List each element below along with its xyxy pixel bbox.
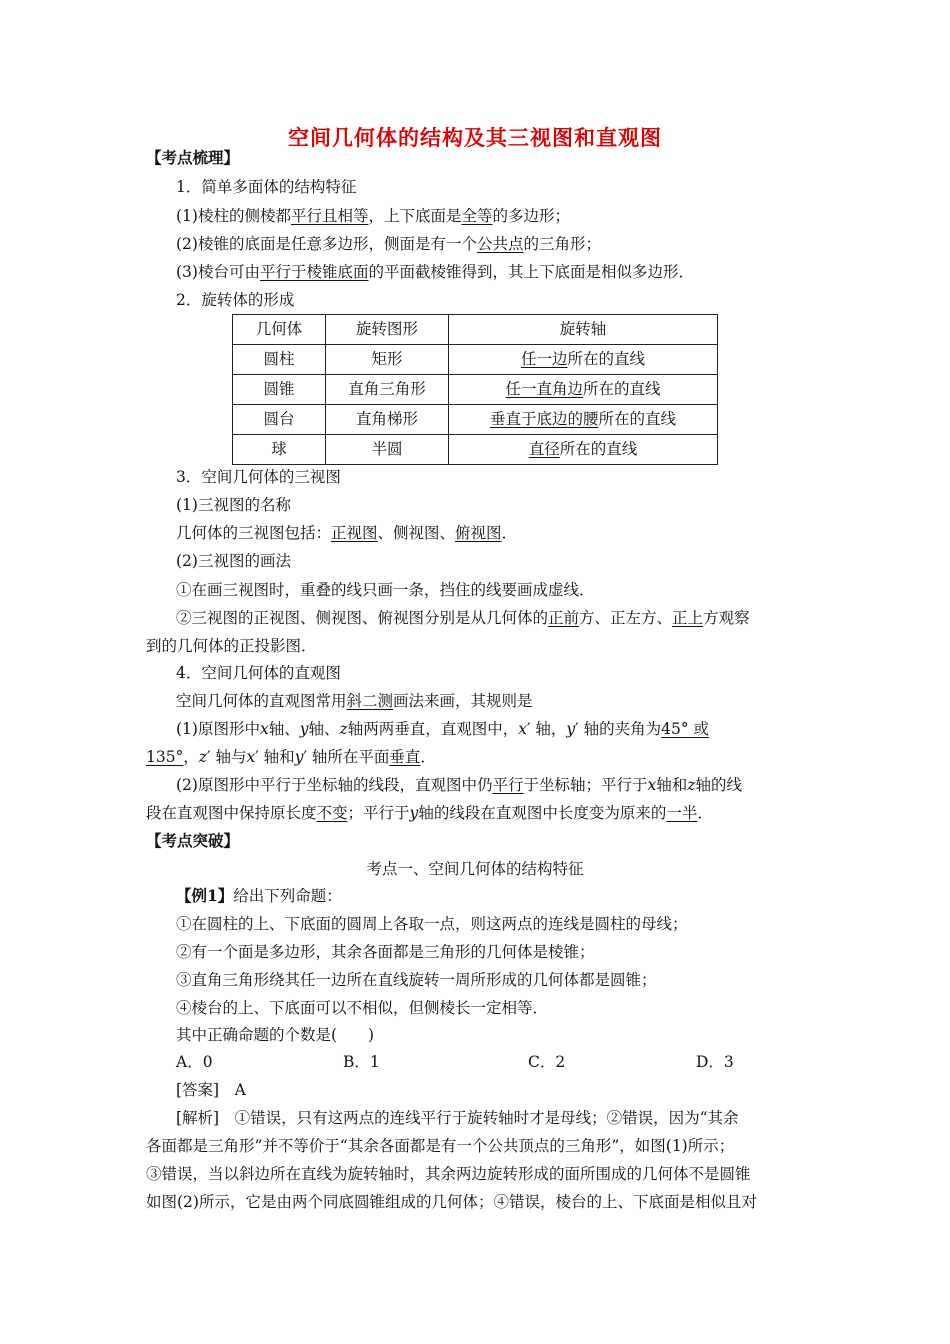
text: ， [183,748,199,766]
axis-var: x [246,748,256,766]
blank-answer: 直径 [528,440,560,458]
axis-var: z [198,748,208,766]
text: 方、正左方、 [579,609,673,627]
table-cell: 圆柱 [233,345,326,375]
blank-answer: 正视图 [331,524,378,542]
subheading-view-names: (1)三视图的名称 [176,496,291,514]
heading-intuitive-diagram: 4．空间几何体的直观图 [176,664,341,682]
axis-var: z [339,720,348,738]
blank-answer: 任一直角边 [505,380,583,398]
text: ，上下底面是 [368,207,462,225]
text: 轴和 [656,776,688,794]
blank-answer: 斜二测 [346,692,394,710]
table-cell: 球 [233,435,326,465]
text: ′ 轴， [526,720,567,738]
example-intro [176,885,342,907]
table-row [233,405,718,435]
document-title: 空间几何体的结构及其三视图和直观图 [288,125,662,150]
text: ′ 轴和 [255,748,295,766]
blank-answer: 平行于棱锥底面 [259,263,369,281]
oblique-rule-2 [176,774,742,796]
blank-answer: 平行且相等 [290,207,369,225]
text: ′ 轴的夹角为 [575,720,662,738]
analysis-line: 如图(2)所示，它是由两个同底圆锥组成的几何体；④错误，棱台的上、下底面是相似且对 [146,1193,757,1211]
text: 轴、 [308,720,340,738]
question-text: 其中正确命题的个数是( ) [176,1026,375,1044]
text: 所在的直线 [598,410,677,428]
prism-line [176,205,570,227]
option-a: A．0 [176,1053,213,1071]
text: (2)原图形中平行于坐标轴的线段，直观图中仍 [176,776,493,794]
table-header: 旋转图形 [326,315,449,345]
text: ． [697,804,713,822]
table-cell: 半圆 [326,435,449,465]
axis-var: y [299,720,309,738]
answer-text: [答案] A [176,1081,246,1099]
option-c: C．2 [528,1053,566,1071]
blank-answer: 俯视图 [455,524,502,542]
blank-answer: 垂直于底边的腰 [489,410,599,428]
table-cell [449,435,718,465]
text: (2)棱锥的底面是任意多边形，侧面是有一个 [176,235,477,253]
text: 轴的线 [695,776,742,794]
text: 轴两两垂直，直观图中， [347,720,519,738]
section-label-review: 【考点梳理】 [146,148,240,167]
drawing-rule-2 [176,607,750,629]
text: (1)棱柱的侧棱都 [176,207,291,225]
text: (1)原图形中 [176,720,260,738]
blank-answer: 一半 [666,804,698,822]
analysis-line: ③错误，当以斜边所在直线为旋转轴时，其余两边旋转形成的面所围成的几何体不是圆锥 [146,1165,751,1183]
table-cell [449,345,718,375]
axis-var: z [687,776,696,794]
table-header: 几何体 [233,315,326,345]
blank-answer: 45° 或 [661,720,710,738]
revolution-table [232,314,718,465]
blank-answer: 任一边 [520,350,568,368]
text: 几何体的三视图包括： [176,524,332,542]
text: 给出下列命题： [233,887,342,905]
blank-answer: 135° [146,748,184,766]
subheading-drawing-method: (2)三视图的画法 [176,552,291,570]
table-row [233,375,718,405]
blank-answer: 公共点 [476,235,524,253]
text: 所在的直线 [559,440,638,458]
text: 的三角形； [523,235,601,253]
drawing-rule-2-cont: 到的几何体的正投影图． [146,637,317,655]
text: 画法来画，其规则是 [393,692,533,710]
text: ′ 轴与 [207,748,247,766]
text: 轴的线段在直观图中长度变为原来的 [418,804,667,822]
table-cell [449,405,718,435]
text: 的多边形； [492,207,571,225]
pyramid-line [176,233,601,255]
text: ②三视图的正视图、侧视图、俯视图分别是从几何体的 [176,609,549,627]
text: 的平面截棱锥得到，其上下底面是相似多边形． [368,263,694,281]
topic-heading: 考点一、空间几何体的结构特征 [366,860,584,878]
oblique-rule-1 [176,718,709,740]
text: 所在的直线 [567,350,646,368]
oblique-intro [176,690,533,712]
option-d: D．3 [696,1053,734,1071]
blank-answer: 全等 [461,207,493,225]
proposition-item: ③直角三角形绕其任一边所在直线旋转一周所形成的几何体都是圆锥； [176,971,657,989]
text: (3)棱台可由 [176,263,260,281]
text: 方观察 [703,609,750,627]
table-row [233,435,718,465]
table-cell: 圆台 [233,405,326,435]
table-cell [449,375,718,405]
blank-answer: 不变 [316,804,348,822]
section-label-breakthrough: 【考点突破】 [146,831,240,850]
proposition-item: ④棱台的上、下底面可以不相似，但侧棱长一定相等． [176,999,549,1017]
view-names-line [176,522,517,544]
text: ；平行于 [347,804,410,822]
text: 段在直观图中保持原长度 [146,804,317,822]
heading-polyhedra: 1．简单多面体的结构特征 [176,178,357,196]
table-header: 旋转轴 [449,315,718,345]
table-row [233,345,718,375]
frustum-line [176,261,694,283]
axis-var: y [409,804,419,822]
blank-answer: 正前 [548,609,580,627]
blank-answer: 垂直 [389,748,421,766]
proposition-item: ①在圆柱的上、下底面的圆周上各取一点，则这两点的连线是圆柱的母线； [176,915,688,933]
axis-var: x [518,720,527,738]
text: ′ 轴所在平面 [303,748,390,766]
option-b: B．1 [343,1053,380,1071]
text: ． [501,524,518,542]
example-label: 【例1】 [176,886,234,905]
axis-var: x [259,720,269,738]
text: 于坐标轴；平行于 [523,776,648,794]
axis-var: x [647,776,657,794]
heading-three-views: 3．空间几何体的三视图 [176,468,341,486]
blank-answer: 平行 [492,776,524,794]
drawing-rule-1: ①在画三视图时，重叠的线只画一条，挡住的线要画成虚线． [176,581,595,599]
oblique-rule-1-cont [146,746,436,768]
text: 轴、 [268,720,300,738]
table-cell: 直角梯形 [326,405,449,435]
axis-var: y [294,748,304,766]
oblique-rule-2-cont [146,802,713,824]
table-header-row [233,315,718,345]
axis-var: y [566,720,576,738]
text: ． [420,748,436,766]
table-cell: 矩形 [326,345,449,375]
text: 、侧视图、 [377,524,456,542]
proposition-item: ②有一个面是多边形，其余各面都是三角形的几何体是棱锥； [176,943,595,961]
heading-solids-of-revolution: 2．旋转体的形成 [176,291,295,309]
analysis-line: 各面都是三角形”并不等价于“其余各面都是有一个公共顶点的三角形”，如图(1)所示； [146,1137,735,1155]
analysis-line: [解析] ①错误，只有这两点的连线平行于旋转轴时才是母线；②错误，因为“其余 [176,1109,739,1127]
table-cell: 圆锥 [233,375,326,405]
table-cell: 直角三角形 [326,375,449,405]
blank-answer: 正上 [672,609,704,627]
text: 空间几何体的直观图常用 [176,692,347,710]
text: 所在的直线 [583,380,661,398]
